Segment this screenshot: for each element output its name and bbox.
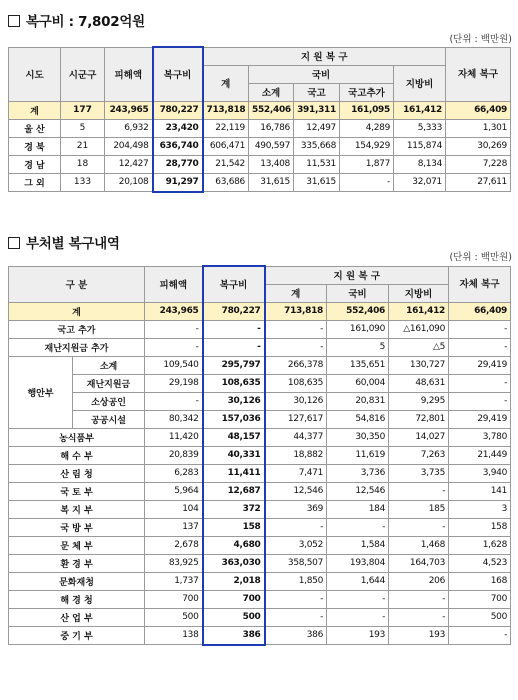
table-cell: 700 <box>203 590 265 608</box>
table-row <box>9 500 511 518</box>
table-cell: 161,090 <box>327 320 389 338</box>
table-cell: 12,497 <box>294 119 340 137</box>
table-cell: - <box>449 338 511 356</box>
header-local: 지방비 <box>389 284 449 302</box>
table-cell: 44,377 <box>265 428 327 446</box>
table-cell: 5 <box>61 119 105 137</box>
table-cell: 11,531 <box>294 155 340 173</box>
table-row <box>9 590 511 608</box>
table-cell: 386 <box>265 626 327 645</box>
table-cell: 20,839 <box>145 446 203 464</box>
table-cell: - <box>145 338 203 356</box>
table-cell: 21,542 <box>203 155 249 173</box>
header-recovery: 복구비 <box>203 266 265 302</box>
header-total: 계 <box>203 65 249 101</box>
table-cell: - <box>265 518 327 536</box>
row-label: 공공시설 <box>73 410 145 428</box>
table-cell: 700 <box>449 590 511 608</box>
table-cell: 369 <box>265 500 327 518</box>
table-row <box>9 428 511 446</box>
row-label: 농식품부 <box>9 428 145 446</box>
table-cell: 66,409 <box>446 101 511 119</box>
table-cell: 72,801 <box>389 410 449 428</box>
table-cell: 138 <box>145 626 203 645</box>
table-cell: - <box>203 338 265 356</box>
table-cell: 5 <box>327 338 389 356</box>
table-row <box>9 338 511 356</box>
table-cell: 91,297 <box>153 173 203 192</box>
table-cell: 164,703 <box>389 554 449 572</box>
table-cell: - <box>449 320 511 338</box>
table-cell: 3,052 <box>265 536 327 554</box>
table-cell: 391,311 <box>294 101 340 119</box>
section2-table <box>8 265 511 646</box>
table-cell: 158 <box>449 518 511 536</box>
table-cell: △161,090 <box>389 320 449 338</box>
table-cell: 335,668 <box>294 137 340 155</box>
table-cell: 1,877 <box>340 155 394 173</box>
table-cell: - <box>340 173 394 192</box>
table-cell: 6,283 <box>145 464 203 482</box>
table-cell: 66,409 <box>449 302 511 320</box>
table-cell: 130,727 <box>389 356 449 374</box>
checkbox-square-icon <box>8 15 20 27</box>
table-cell: 1,737 <box>145 572 203 590</box>
row-label: 재난지원금 추가 <box>9 338 145 356</box>
table-cell: 16,786 <box>249 119 294 137</box>
table-cell: 22,119 <box>203 119 249 137</box>
table-cell: 18,882 <box>265 446 327 464</box>
table-cell: 154,929 <box>340 137 394 155</box>
table-cell: 3,735 <box>389 464 449 482</box>
section2-unit: (단위 : 백만원) <box>449 252 512 263</box>
table-cell: 20,108 <box>105 173 153 192</box>
checkbox-square-icon <box>8 237 20 249</box>
table-cell: 2,678 <box>145 536 203 554</box>
table-cell: 193 <box>327 626 389 645</box>
table-row <box>9 626 511 645</box>
table-cell: 552,406 <box>249 101 294 119</box>
table-row <box>9 554 511 572</box>
table-cell: 193 <box>389 626 449 645</box>
table-cell: 7,471 <box>265 464 327 482</box>
table-cell: 206 <box>389 572 449 590</box>
table-cell: 8,134 <box>394 155 446 173</box>
table-cell: - <box>449 374 511 392</box>
table-cell: 1,301 <box>446 119 511 137</box>
table-cell: 12,427 <box>105 155 153 173</box>
table-cell: 108,635 <box>265 374 327 392</box>
table-cell: 23,420 <box>153 119 203 137</box>
table-cell: 14,027 <box>389 428 449 446</box>
table-cell: 500 <box>145 608 203 626</box>
table-cell: 108,635 <box>203 374 265 392</box>
table-cell: - <box>449 392 511 410</box>
table-cell: 29,198 <box>145 374 203 392</box>
table-cell: 20,831 <box>327 392 389 410</box>
table-cell: 12,546 <box>327 482 389 500</box>
table-row <box>9 536 511 554</box>
table-cell: 30,269 <box>446 137 511 155</box>
table-cell: 28,770 <box>153 155 203 173</box>
table-cell: - <box>265 320 327 338</box>
table-cell: 168 <box>449 572 511 590</box>
row-label: 산 림 청 <box>9 464 145 482</box>
header-gukgo: 국고 <box>294 83 340 101</box>
table-cell: 133 <box>61 173 105 192</box>
table-cell: 54,816 <box>327 410 389 428</box>
table-cell: 3,940 <box>449 464 511 482</box>
table-cell: 161,095 <box>340 101 394 119</box>
header-subtotal: 소계 <box>249 83 294 101</box>
table-cell: - <box>145 320 203 338</box>
table-cell: 11,420 <box>145 428 203 446</box>
table-cell: 5,964 <box>145 482 203 500</box>
table-row <box>9 392 511 410</box>
header-support: 지 원 복 구 <box>265 266 449 284</box>
row-label: 국 토 부 <box>9 482 145 500</box>
row-label: 문화재청 <box>9 572 145 590</box>
table-cell: 1,644 <box>327 572 389 590</box>
table-cell: 21,449 <box>449 446 511 464</box>
row-label: 국고 추가 <box>9 320 145 338</box>
table-cell: 104 <box>145 500 203 518</box>
row-label: 소상공인 <box>73 392 145 410</box>
table-cell: 1,628 <box>449 536 511 554</box>
row-label: 경 남 <box>9 155 61 173</box>
row-label: 울 산 <box>9 119 61 137</box>
table-cell: - <box>389 482 449 500</box>
table-cell: 158 <box>203 518 265 536</box>
table-cell: 606,471 <box>203 137 249 155</box>
table-row <box>9 572 511 590</box>
header-self: 자체 복구 <box>446 47 511 101</box>
table-cell: △5 <box>389 338 449 356</box>
table-row <box>9 302 511 320</box>
table-cell: 6,932 <box>105 119 153 137</box>
table-cell: 30,126 <box>203 392 265 410</box>
header-damage: 피해액 <box>145 266 203 302</box>
table-row <box>9 101 511 119</box>
table-cell: 29,419 <box>449 410 511 428</box>
table-cell: - <box>389 590 449 608</box>
row-label: 해 수 부 <box>9 446 145 464</box>
table-cell: 177 <box>61 101 105 119</box>
table-cell: - <box>389 518 449 536</box>
table-cell: 137 <box>145 518 203 536</box>
table-row <box>9 410 511 428</box>
table-cell: 30,350 <box>327 428 389 446</box>
table-cell: 386 <box>203 626 265 645</box>
table-row <box>9 518 511 536</box>
row-label: 환 경 부 <box>9 554 145 572</box>
table-cell: 1,468 <box>389 536 449 554</box>
table-cell: 12,687 <box>203 482 265 500</box>
table-cell: 552,406 <box>327 302 389 320</box>
table-cell: - <box>327 590 389 608</box>
header-self: 자체 복구 <box>449 266 511 302</box>
header-damage: 피해액 <box>105 47 153 101</box>
table-cell: 1,584 <box>327 536 389 554</box>
table-cell: 185 <box>389 500 449 518</box>
table-cell: 40,331 <box>203 446 265 464</box>
table-cell: 30,126 <box>265 392 327 410</box>
table-cell: 7,263 <box>389 446 449 464</box>
header-category: 구 분 <box>9 266 145 302</box>
table-cell: 3,736 <box>327 464 389 482</box>
table-cell: 1,850 <box>265 572 327 590</box>
header-gukgo-add: 국고추가 <box>340 83 394 101</box>
table-cell: 713,818 <box>265 302 327 320</box>
row-label: 복 지 부 <box>9 500 145 518</box>
header-national: 국비 <box>249 65 394 83</box>
table-cell: - <box>449 626 511 645</box>
section2-title: 부처별 복구내역 <box>8 232 120 252</box>
table-cell: 32,071 <box>394 173 446 192</box>
table-cell: 372 <box>203 500 265 518</box>
section1-table <box>8 46 511 193</box>
row-label: 경 북 <box>9 137 61 155</box>
table-cell: 161,412 <box>389 302 449 320</box>
table-cell: 135,651 <box>327 356 389 374</box>
table-cell: 21 <box>61 137 105 155</box>
table-row <box>9 374 511 392</box>
row-label: 재난지원금 <box>73 374 145 392</box>
row-label: 문 체 부 <box>9 536 145 554</box>
table-cell: 11,411 <box>203 464 265 482</box>
row-label: 계 <box>9 302 145 320</box>
table-cell: 7,228 <box>446 155 511 173</box>
header-total: 계 <box>265 284 327 302</box>
table-cell: - <box>389 608 449 626</box>
row-label: 해 경 청 <box>9 590 145 608</box>
table-cell: 713,818 <box>203 101 249 119</box>
table-cell: 2,018 <box>203 572 265 590</box>
table-cell: 500 <box>449 608 511 626</box>
table-cell: - <box>327 608 389 626</box>
table-cell: 80,342 <box>145 410 203 428</box>
table-row <box>9 137 511 155</box>
table-cell: 161,412 <box>394 101 446 119</box>
table-row <box>9 173 511 192</box>
table-cell: 31,615 <box>294 173 340 192</box>
table-cell: 780,227 <box>203 302 265 320</box>
table-cell: 48,631 <box>389 374 449 392</box>
table-cell: 3 <box>449 500 511 518</box>
table-cell: 243,965 <box>145 302 203 320</box>
table-cell: 5,333 <box>394 119 446 137</box>
table-cell: 636,740 <box>153 137 203 155</box>
table-cell: 780,227 <box>153 101 203 119</box>
header-national: 국비 <box>327 284 389 302</box>
table-row <box>9 446 511 464</box>
table-cell: 18 <box>61 155 105 173</box>
table-cell: 83,925 <box>145 554 203 572</box>
table-cell: 358,507 <box>265 554 327 572</box>
table-cell: 31,615 <box>249 173 294 192</box>
table-cell: 115,874 <box>394 137 446 155</box>
table-cell: 13,408 <box>249 155 294 173</box>
header-sigungu: 시군구 <box>61 47 105 101</box>
row-label: 중 기 부 <box>9 626 145 645</box>
table-cell: 29,419 <box>449 356 511 374</box>
table-cell: - <box>265 338 327 356</box>
table-cell: 4,523 <box>449 554 511 572</box>
header-local: 지방비 <box>394 65 446 101</box>
row-label: 산 업 부 <box>9 608 145 626</box>
table-cell: 4,289 <box>340 119 394 137</box>
header-recovery: 복구비 <box>153 47 203 101</box>
table-cell: 4,680 <box>203 536 265 554</box>
table-cell: 157,036 <box>203 410 265 428</box>
table-cell: 9,295 <box>389 392 449 410</box>
table-cell: 500 <box>203 608 265 626</box>
row-label: 소계 <box>73 356 145 374</box>
table-cell: 295,797 <box>203 356 265 374</box>
table-cell: - <box>203 320 265 338</box>
table-row <box>9 608 511 626</box>
table-cell: 63,686 <box>203 173 249 192</box>
table-cell: 204,498 <box>105 137 153 155</box>
table-cell: 27,611 <box>446 173 511 192</box>
table-row <box>9 356 511 374</box>
section1-title: 복구비 : 7,802억원 <box>8 10 145 30</box>
table-cell: - <box>327 518 389 536</box>
table-cell: 48,157 <box>203 428 265 446</box>
table-cell: 266,378 <box>265 356 327 374</box>
table-cell: - <box>145 392 203 410</box>
table-cell: - <box>265 608 327 626</box>
row-label: 국 방 부 <box>9 518 145 536</box>
table-row <box>9 155 511 173</box>
group-label: 행안부 <box>9 356 73 428</box>
header-sido: 시도 <box>9 47 61 101</box>
table-cell: 60,004 <box>327 374 389 392</box>
header-support: 지 원 복 구 <box>203 47 446 65</box>
table-cell: 700 <box>145 590 203 608</box>
table-cell: 363,030 <box>203 554 265 572</box>
row-label: 계 <box>9 101 61 119</box>
row-label: 그 외 <box>9 173 61 192</box>
table-row <box>9 320 511 338</box>
table-cell: 3,780 <box>449 428 511 446</box>
table-cell: 11,619 <box>327 446 389 464</box>
table-cell: 490,597 <box>249 137 294 155</box>
table-row <box>9 119 511 137</box>
table-cell: - <box>265 590 327 608</box>
table-cell: 109,540 <box>145 356 203 374</box>
table-cell: 141 <box>449 482 511 500</box>
table-cell: 184 <box>327 500 389 518</box>
table-row <box>9 482 511 500</box>
section1-unit: (단위 : 백만원) <box>449 34 512 45</box>
table-cell: 193,804 <box>327 554 389 572</box>
table-cell: 243,965 <box>105 101 153 119</box>
table-row <box>9 464 511 482</box>
table-cell: 127,617 <box>265 410 327 428</box>
table-cell: 12,546 <box>265 482 327 500</box>
